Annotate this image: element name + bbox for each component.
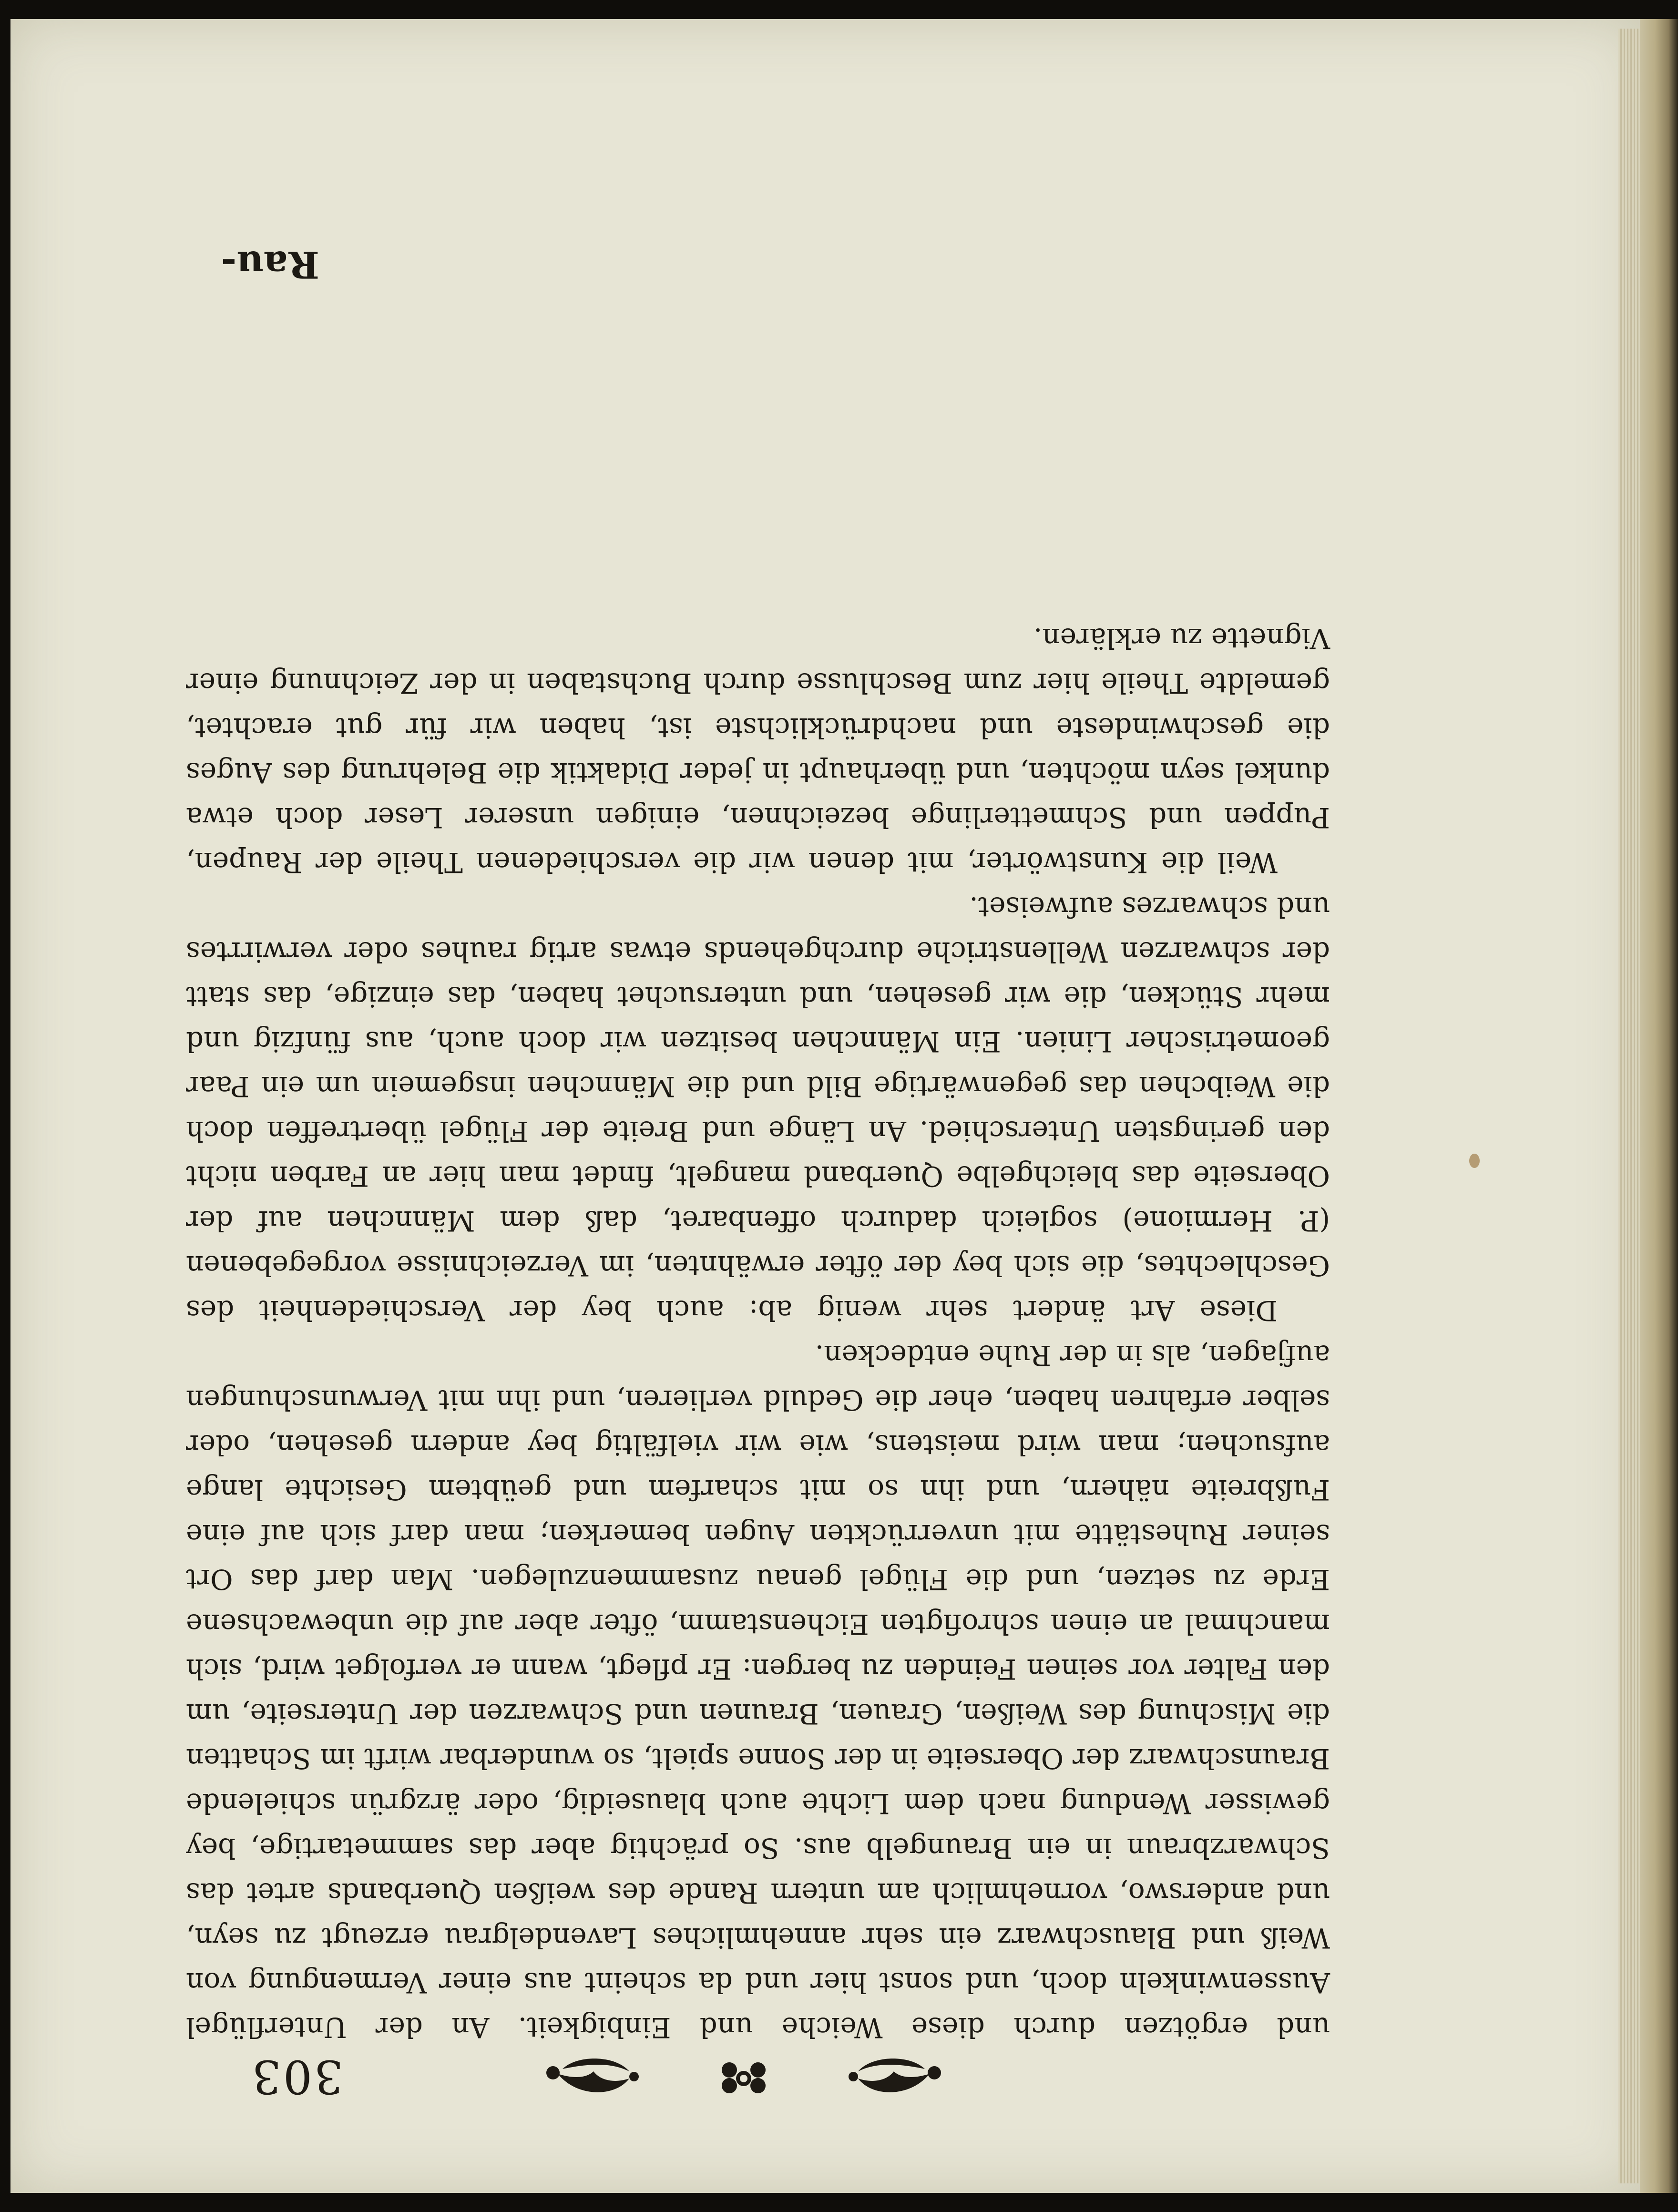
book-page (10, 19, 1640, 2193)
fleuron-ornament-icon (505, 2050, 982, 2107)
paragraph-2: Diese Art ändert sehr wenig ab: auch bey der Verschiedenheit des Geschlechtes, die sich bey der öfter erwähnten, im Verzeichnisse vorgegebenen (P. Hermione) sogleich dadurch offenbaret, daß dem Männchen auf der Oberseite das bleichgelbe Querband mangelt, findet man hier an Farben nicht den geringsten Unterschied. An Länge und Breite der Flügel übertreffen doch die Weibchen das gegenwärtige Bild und die Männchen insgemein um ein Paar geometrischer Linien. Ein Männchen besitzen wir doch auch, aus fünfzig und mehr Stücken, die wir gesehen, und untersuchet haben, das einzige, das statt der schwarzen Wellenstriche durchgehends etwas artig rauhes oder verwirrtes und schwarzes aufweiset. (186, 891, 1330, 1327)
page-header (10, 2050, 1640, 2193)
upside-down-print-area (10, 19, 1640, 2193)
book-spine (1640, 19, 1678, 2193)
paragraph-3: Weil die Kunstwörter, mit denen wir die verschiedenen Theile der Raupen, Puppen und Schmetterlinge bezeichnen, einigen unserer Leser doch etwa dunkel seyn möchten, und überhaupt in jeder Didaktik die Belehrung des Auges die geschwindeste und nachdrücklichste ist, haben wir für gut erachtet, gemeldte Theile hier zum Beschlusse durch Buchstaben in der Zeichnung einer Vignette zu erklären. (186, 622, 1330, 879)
page-number: 303 (250, 2050, 343, 2103)
body-text (186, 616, 1330, 2050)
paragraph-1: und ergötzen durch diese Weiche und Einbigkeit. An der Unterflügel Aussenwinkeln doch, und sonst hier und da scheint aus einer Vermengung von Weiß und Blauschwarz ein sehr annehmliches Lavendelgrau erzeugt zu seyn, und anderswo, vornehmlich am untern Rande des weißen Querbands artet das Schwarzbraun in ein Braungelb aus. So prächtig aber das sammetartige, bey gewisser Wendung nach dem Lichte auch blauseidig, oder ärzgrün schielende Braunschwarz der Oberseite in der Sonne spielt, so wunderbar wirft im Schatten die Mischung des Weißen, Grauen, Braunen und Schwarzen der Unterseite, um den Falter vor seinen Feinden zu bergen: Er pflegt, wann er verfolget wird, sich manchmal an einen schrofigten Eichenstamm, öfter aber auf die unbewachsene Erde zu setzen, und die Flügel genau zusammenzulegen. Man darf das Ort seiner Ruhestätte mit unverrückten Augen bemerken; man darf sich auf eine Fußbreite nähern, und ihn so mit scharfem und geübtem Gesichte lange aufsuchen; man wird meistens, wie wir vielfältig bey andern gesehen, oder selber erfahren haben, eher die Geduld verlieren, und ihn mit Verwunschungen aufjagen, als in der Ruhe entdecken. (186, 1339, 1330, 2044)
page-edges (1618, 29, 1640, 2183)
catchword: Rau- (221, 243, 319, 286)
